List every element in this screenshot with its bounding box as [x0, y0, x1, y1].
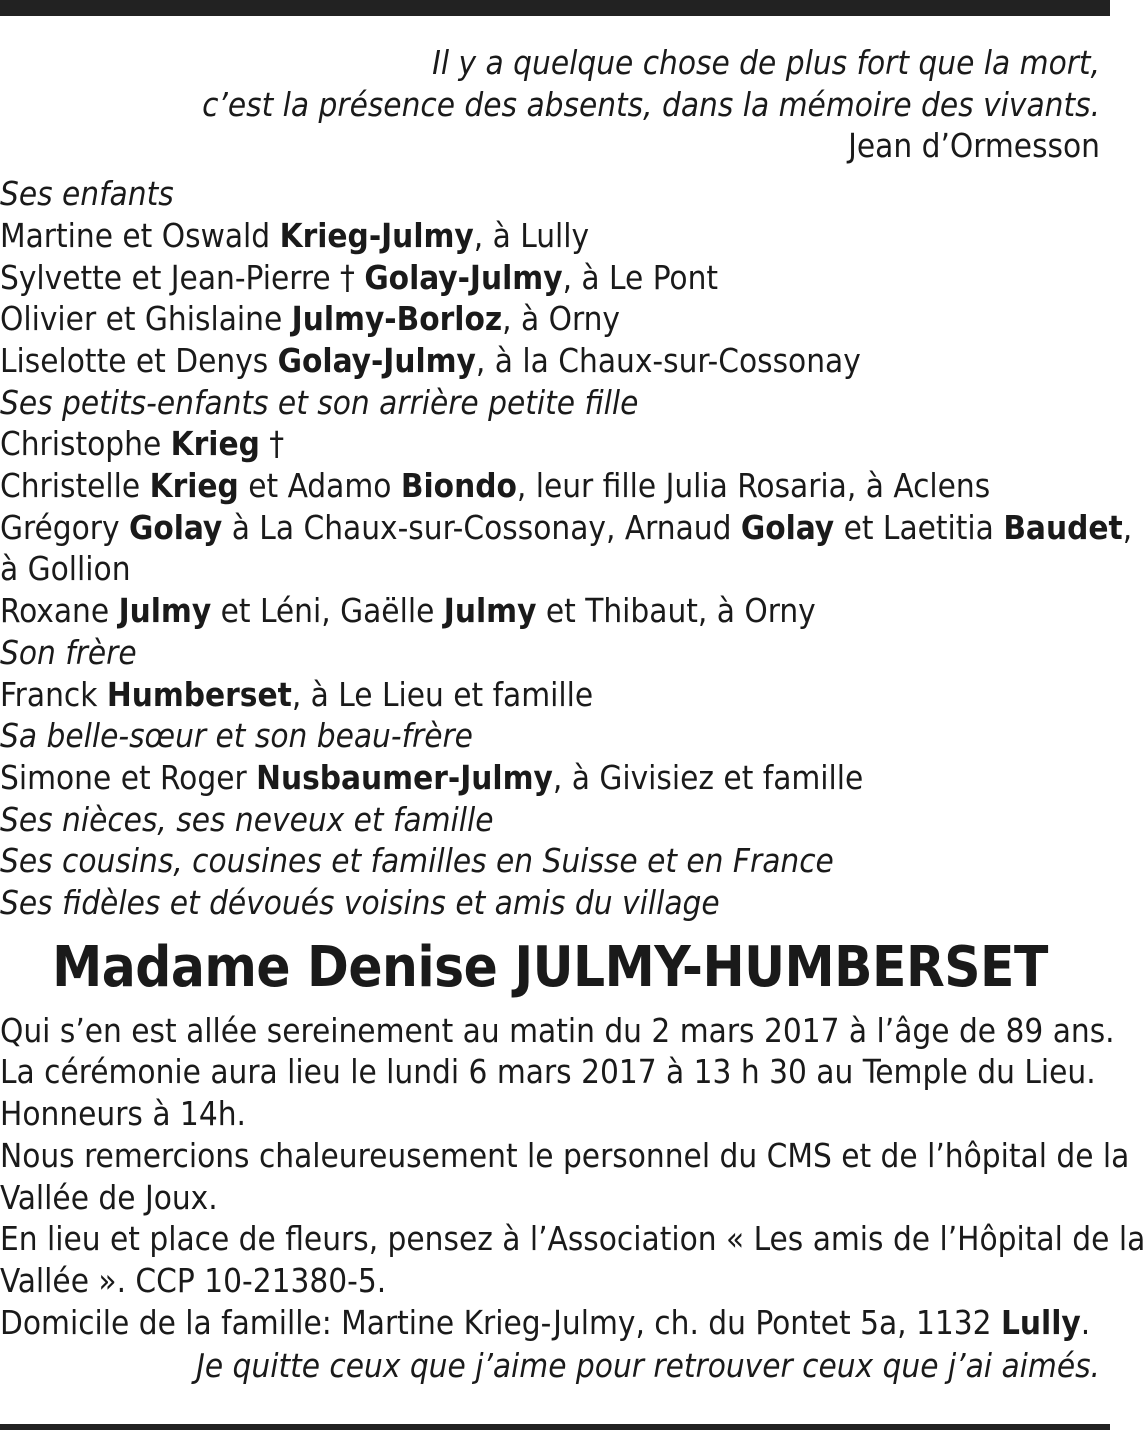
- epigraph-line-2: c’est la présence des absents, dans la mémoire des vivants.: [202, 84, 1100, 124]
- inlaws-heading: Sa belle-sœur et son beau-frère: [0, 716, 473, 756]
- family-line-grandchild-2: Christelle Krieg et Adamo Biondo, leur fille Julia Rosaria, à Aclens: [0, 466, 991, 506]
- grandchildren-heading: Ses petits-enfants et son arrière petite fille: [0, 382, 639, 422]
- family-line-grandchild-1: Christophe Krieg †: [0, 424, 285, 464]
- cousins-line: Ses cousins, cousines et familles en Suisse et en France: [0, 841, 834, 881]
- body-line-2: La cérémonie aura lieu le lundi 6 mars 2017 à 13 h 30 au Temple du Lieu.: [0, 1052, 1096, 1092]
- neighbors-line: Ses fidèles et dévoués voisins et amis du village: [0, 883, 720, 923]
- family-line-grandchild-4: Roxane Julmy et Léni, Gaëlle Julmy et Thibaut, à Orny: [0, 591, 816, 631]
- closing-phrase: Je quitte ceux que j’aime pour retrouver ceux que j’ai aimés.: [196, 1346, 1100, 1386]
- body-line-7: Vallée ». CCP 10-21380-5.: [0, 1260, 387, 1300]
- body-line-3: Honneurs à 14h.: [0, 1094, 246, 1134]
- body-line-5: Vallée de Joux.: [0, 1177, 218, 1217]
- family-line-grandchild-3: Grégory Golay à La Chaux-sur-Cossonay, Arnaud Golay et Laetitia Baudet,: [0, 507, 1133, 547]
- family-line-grandchild-3-cont: à Gollion: [0, 549, 131, 589]
- body-line-4: Nous remercions chaleureusement le personnel du CMS et de l’hôpital de la: [0, 1135, 1130, 1175]
- obituary-notice: [0, 42, 1145, 1387]
- family-line-brother: Franck Humberset, à Le Lieu et famille: [0, 674, 594, 714]
- family-line-child-4: Liselotte et Denys Golay-Julmy, à la Chaux-sur-Cossonay: [0, 340, 861, 380]
- epigraph-author: Jean d’Ormesson: [848, 126, 1100, 166]
- family-address: Domicile de la famille: Martine Krieg-Julmy, ch. du Pontet 5a, 1132 Lully.: [0, 1302, 1091, 1342]
- family-line-child-1: Martine et Oswald Krieg-Julmy, à Lully: [0, 215, 590, 255]
- brother-heading: Son frère: [0, 632, 137, 672]
- body-line-1: Qui s’en est allée sereinement au matin du 2 mars 2017 à l’âge de 89 ans.: [0, 1010, 1115, 1050]
- family-line-inlaws: Simone et Roger Nusbaumer-Julmy, à Givisiez et famille: [0, 757, 864, 797]
- epigraph-line-1: Il y a quelque chose de plus fort que la mort,: [432, 43, 1100, 82]
- top-rule: [0, 0, 1110, 16]
- bottom-rule: [0, 1424, 1110, 1430]
- nieces-line: Ses nièces, ses neveux et famille: [0, 799, 494, 839]
- family-line-child-2: Sylvette et Jean-Pierre † Golay-Julmy, à Le Pont: [0, 257, 719, 297]
- children-heading: Ses enfants: [0, 174, 174, 214]
- family-line-child-3: Olivier et Ghislaine Julmy-Borloz, à Orny: [0, 299, 620, 339]
- deceased-name: Madame Denise JULMY-HUMBERSET: [52, 934, 1048, 1000]
- body-line-6: En lieu et place de fleurs, pensez à l’Association « Les amis de l’Hôpital de la: [0, 1219, 1145, 1259]
